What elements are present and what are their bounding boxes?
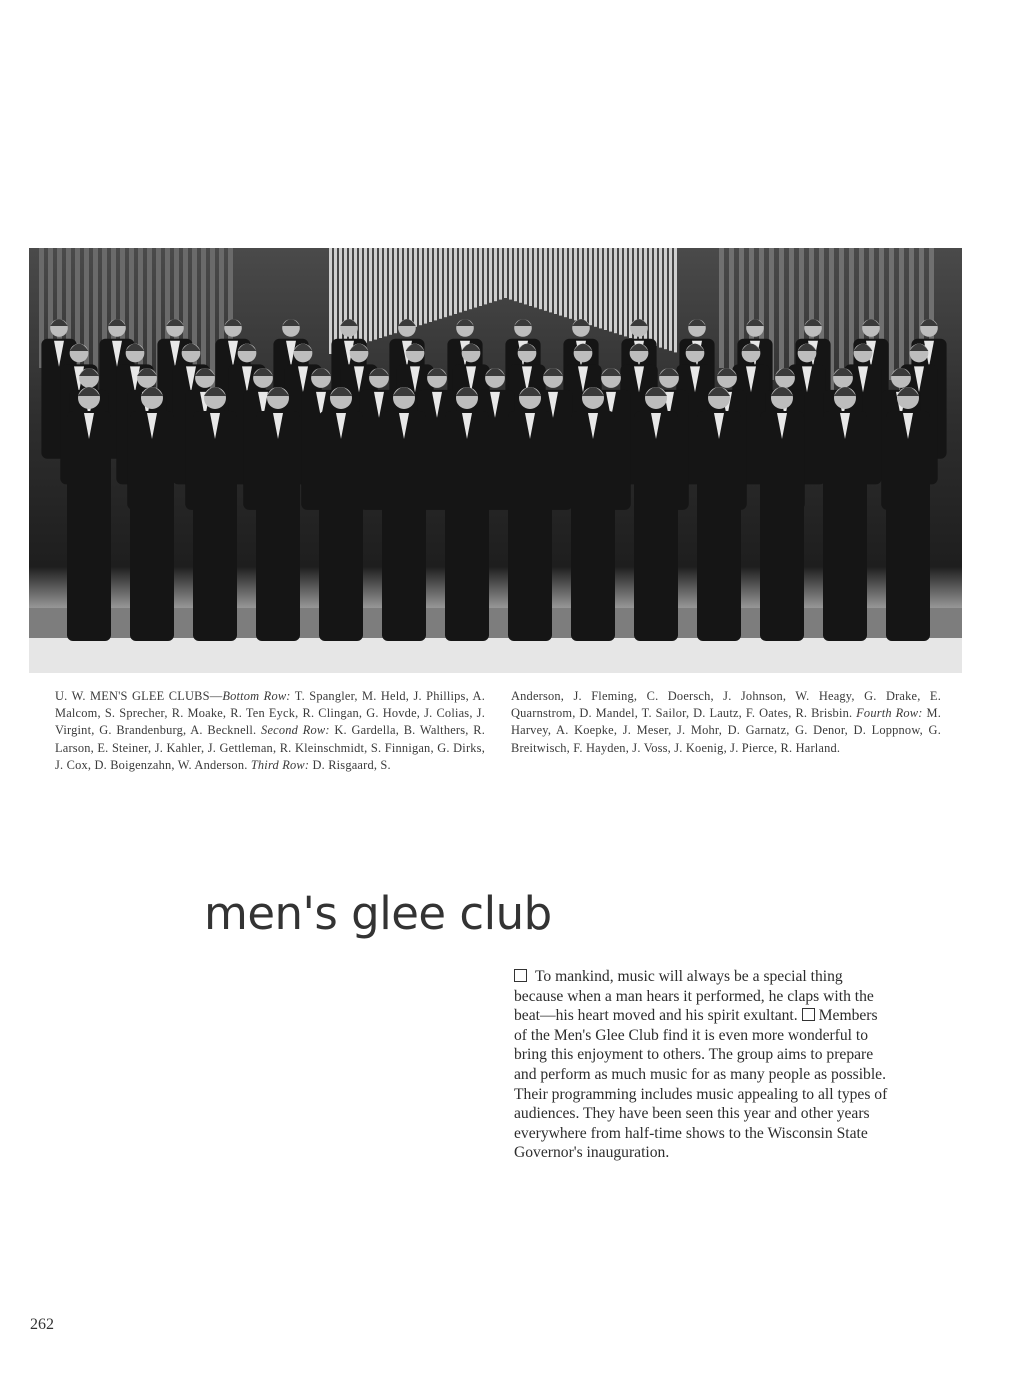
organ-pipe xyxy=(849,248,854,380)
organ-pipe xyxy=(329,248,332,354)
singer-jacket xyxy=(571,411,615,641)
organ-pipe xyxy=(569,248,572,319)
organ-pipe xyxy=(429,248,432,322)
caption-left-column xyxy=(55,688,485,774)
organ-pipe xyxy=(669,248,672,351)
singer-jacket xyxy=(760,411,804,641)
organ-pipe xyxy=(609,248,612,332)
organ-pipe xyxy=(449,248,452,316)
organ-pipe xyxy=(414,248,417,327)
singer-jacket xyxy=(193,411,237,641)
caption-fourth-row-names: M. Harvey, A. Koepke, J. Meser, J. Mohr, D. Garnatz, G. Denor, D. Loppnow, G. Breitwisch, F. Hayden, J. Voss, J. Koenig, J. Pierce, R. Harland. xyxy=(511,706,941,755)
group-photo xyxy=(29,248,962,673)
singer-jacket xyxy=(445,411,489,641)
caption-right-column xyxy=(511,688,941,757)
organ-pipe xyxy=(674,248,677,352)
organ-pipe xyxy=(469,248,472,309)
organ-pipe xyxy=(614,248,617,333)
organ-pipe xyxy=(649,248,652,344)
organ-pipe xyxy=(539,248,542,309)
singer-hair xyxy=(456,319,474,326)
organ-pipe xyxy=(389,248,392,335)
organ-pipe xyxy=(659,248,662,348)
organ-pipe xyxy=(504,248,507,298)
organ-pipe xyxy=(444,248,447,317)
singer-jacket xyxy=(382,411,426,641)
organ-pipe xyxy=(384,248,387,336)
singer-hair xyxy=(659,368,679,376)
bullet-box-icon xyxy=(514,969,527,982)
organ-pipe xyxy=(409,248,412,328)
organ-pipe xyxy=(399,248,402,332)
organ-pipe xyxy=(729,248,734,380)
organ-pipe xyxy=(494,248,497,301)
organ-pipe xyxy=(524,248,527,304)
organ-pipe xyxy=(484,248,487,304)
singer-jacket xyxy=(634,411,678,641)
organ-pipe xyxy=(579,248,582,322)
organ-pipe xyxy=(439,248,442,319)
singer-hair xyxy=(543,368,563,376)
bullet-box-icon xyxy=(802,1008,815,1021)
caption-second-row-names: K. Gardella, B. Walthers, R. Larson, E. Steiner, J. Kahler, J. Gettleman, R. Kleinschmidt, S. Finnigan, G. Dirks, J. Cox, D. Boigenzahn, W. Anderson. xyxy=(55,723,486,772)
caption-second-row-label: Second Row: xyxy=(261,723,330,738)
organ-pipe xyxy=(419,248,422,325)
organ-pipe xyxy=(334,248,337,352)
body-part-1: To mankind, music will always be a special thing because when a man hears it performed, he claps with the beat—his heart moved and his spirit exultant. xyxy=(514,968,874,1025)
body-part-2: Members of the Men's Glee Club find it is even more wonderful to bring this enjoyment to others. The group aims to prepare and perform as much music for as many people as possible. Their programming includes music appealing to all types of audiences. They have been seen this year and other years everywhere from half-time shows to the Wisconsin State Governor's inauguration. xyxy=(514,1007,888,1162)
organ-pipe xyxy=(719,248,724,368)
organ-pipe xyxy=(379,248,382,338)
organ-pipe xyxy=(664,248,667,349)
organ-pipe xyxy=(889,248,894,380)
page-number: 262 xyxy=(30,1316,54,1333)
organ-pipe xyxy=(589,248,592,325)
singer-jacket xyxy=(697,411,741,641)
floor xyxy=(29,638,962,673)
organ-pipe xyxy=(404,248,407,330)
organ-pipe xyxy=(369,248,372,341)
singer-hair xyxy=(224,319,242,326)
section-title: men's glee club xyxy=(204,887,552,940)
singer-jacket xyxy=(508,411,552,641)
organ-pipe xyxy=(519,248,522,303)
organ-pipe xyxy=(549,248,552,312)
organ-pipe xyxy=(599,248,602,328)
caption-third-row-names: D. Risgaard, S. xyxy=(309,757,391,772)
body-paragraph xyxy=(514,967,892,1163)
organ-pipe xyxy=(374,248,377,340)
organ-pipe xyxy=(604,248,607,330)
organ-pipe xyxy=(454,248,457,314)
organ-pipe xyxy=(459,248,462,312)
caption-third-row-continued: Anderson, J. Fleming, C. Doersch, J. Johnson, W. Heagy, G. Drake, E. Quarnstrom, D. Mandel, T. Sailor, D. Lautz, F. Oates, R. Brisbin. xyxy=(511,689,941,721)
singer-hair xyxy=(601,368,621,376)
singer-hair xyxy=(282,319,300,326)
singer-jacket xyxy=(319,411,363,641)
organ-pipe xyxy=(489,248,492,303)
organ-pipe xyxy=(499,248,502,300)
organ-pipe xyxy=(474,248,477,308)
organ-pipe xyxy=(554,248,557,314)
organ-pipe xyxy=(564,248,567,317)
organ-pipe xyxy=(584,248,587,324)
singer-hair xyxy=(514,319,532,326)
organ-pipe xyxy=(509,248,512,300)
group-photo-illustration xyxy=(29,248,962,673)
organ-pipe xyxy=(624,248,627,336)
singer-jacket xyxy=(67,411,111,641)
organ-pipe xyxy=(534,248,537,308)
singer-hair xyxy=(688,319,706,326)
singer-jacket xyxy=(886,411,930,641)
organ-pipe xyxy=(394,248,397,333)
singer-jacket xyxy=(130,411,174,641)
caption-fourth-row-label: Fourth Row: xyxy=(856,706,923,721)
organ-pipe xyxy=(574,248,577,320)
organ-pipe xyxy=(359,248,362,344)
organ-pipe xyxy=(619,248,622,335)
singer-hair xyxy=(862,319,880,326)
organ-pipe xyxy=(479,248,482,306)
caption-third-row-label: Third Row: xyxy=(250,757,310,772)
singer-jacket xyxy=(256,411,300,641)
organ-pipe xyxy=(339,248,342,351)
singer-jacket xyxy=(823,411,867,641)
organ-pipe xyxy=(364,248,367,343)
organ-pipe xyxy=(424,248,427,324)
organ-pipe xyxy=(544,248,547,311)
organ-pipe xyxy=(594,248,597,327)
organ-pipe xyxy=(654,248,657,346)
caption-bottom-row-names: T. Spangler, M. Held, J. Phillips, A. Malcom, S. Sprecher, R. Moake, R. Ten Eyck, R. Clingan, G. Hovde, J. Colias, J. Virgint, G. Brandenburg, A. Becknell. xyxy=(55,689,485,738)
organ-pipe xyxy=(839,248,844,368)
caption-lead: U. W. MEN'S GLEE CLUBS— xyxy=(55,689,223,703)
organ-pipe xyxy=(93,248,98,378)
organ-pipe xyxy=(559,248,562,316)
organ-pipe xyxy=(514,248,517,301)
organ-pipe xyxy=(529,248,532,306)
caption-bottom-row-label: Bottom Row: xyxy=(222,689,291,703)
organ-pipe xyxy=(434,248,437,320)
organ-pipe xyxy=(464,248,467,311)
